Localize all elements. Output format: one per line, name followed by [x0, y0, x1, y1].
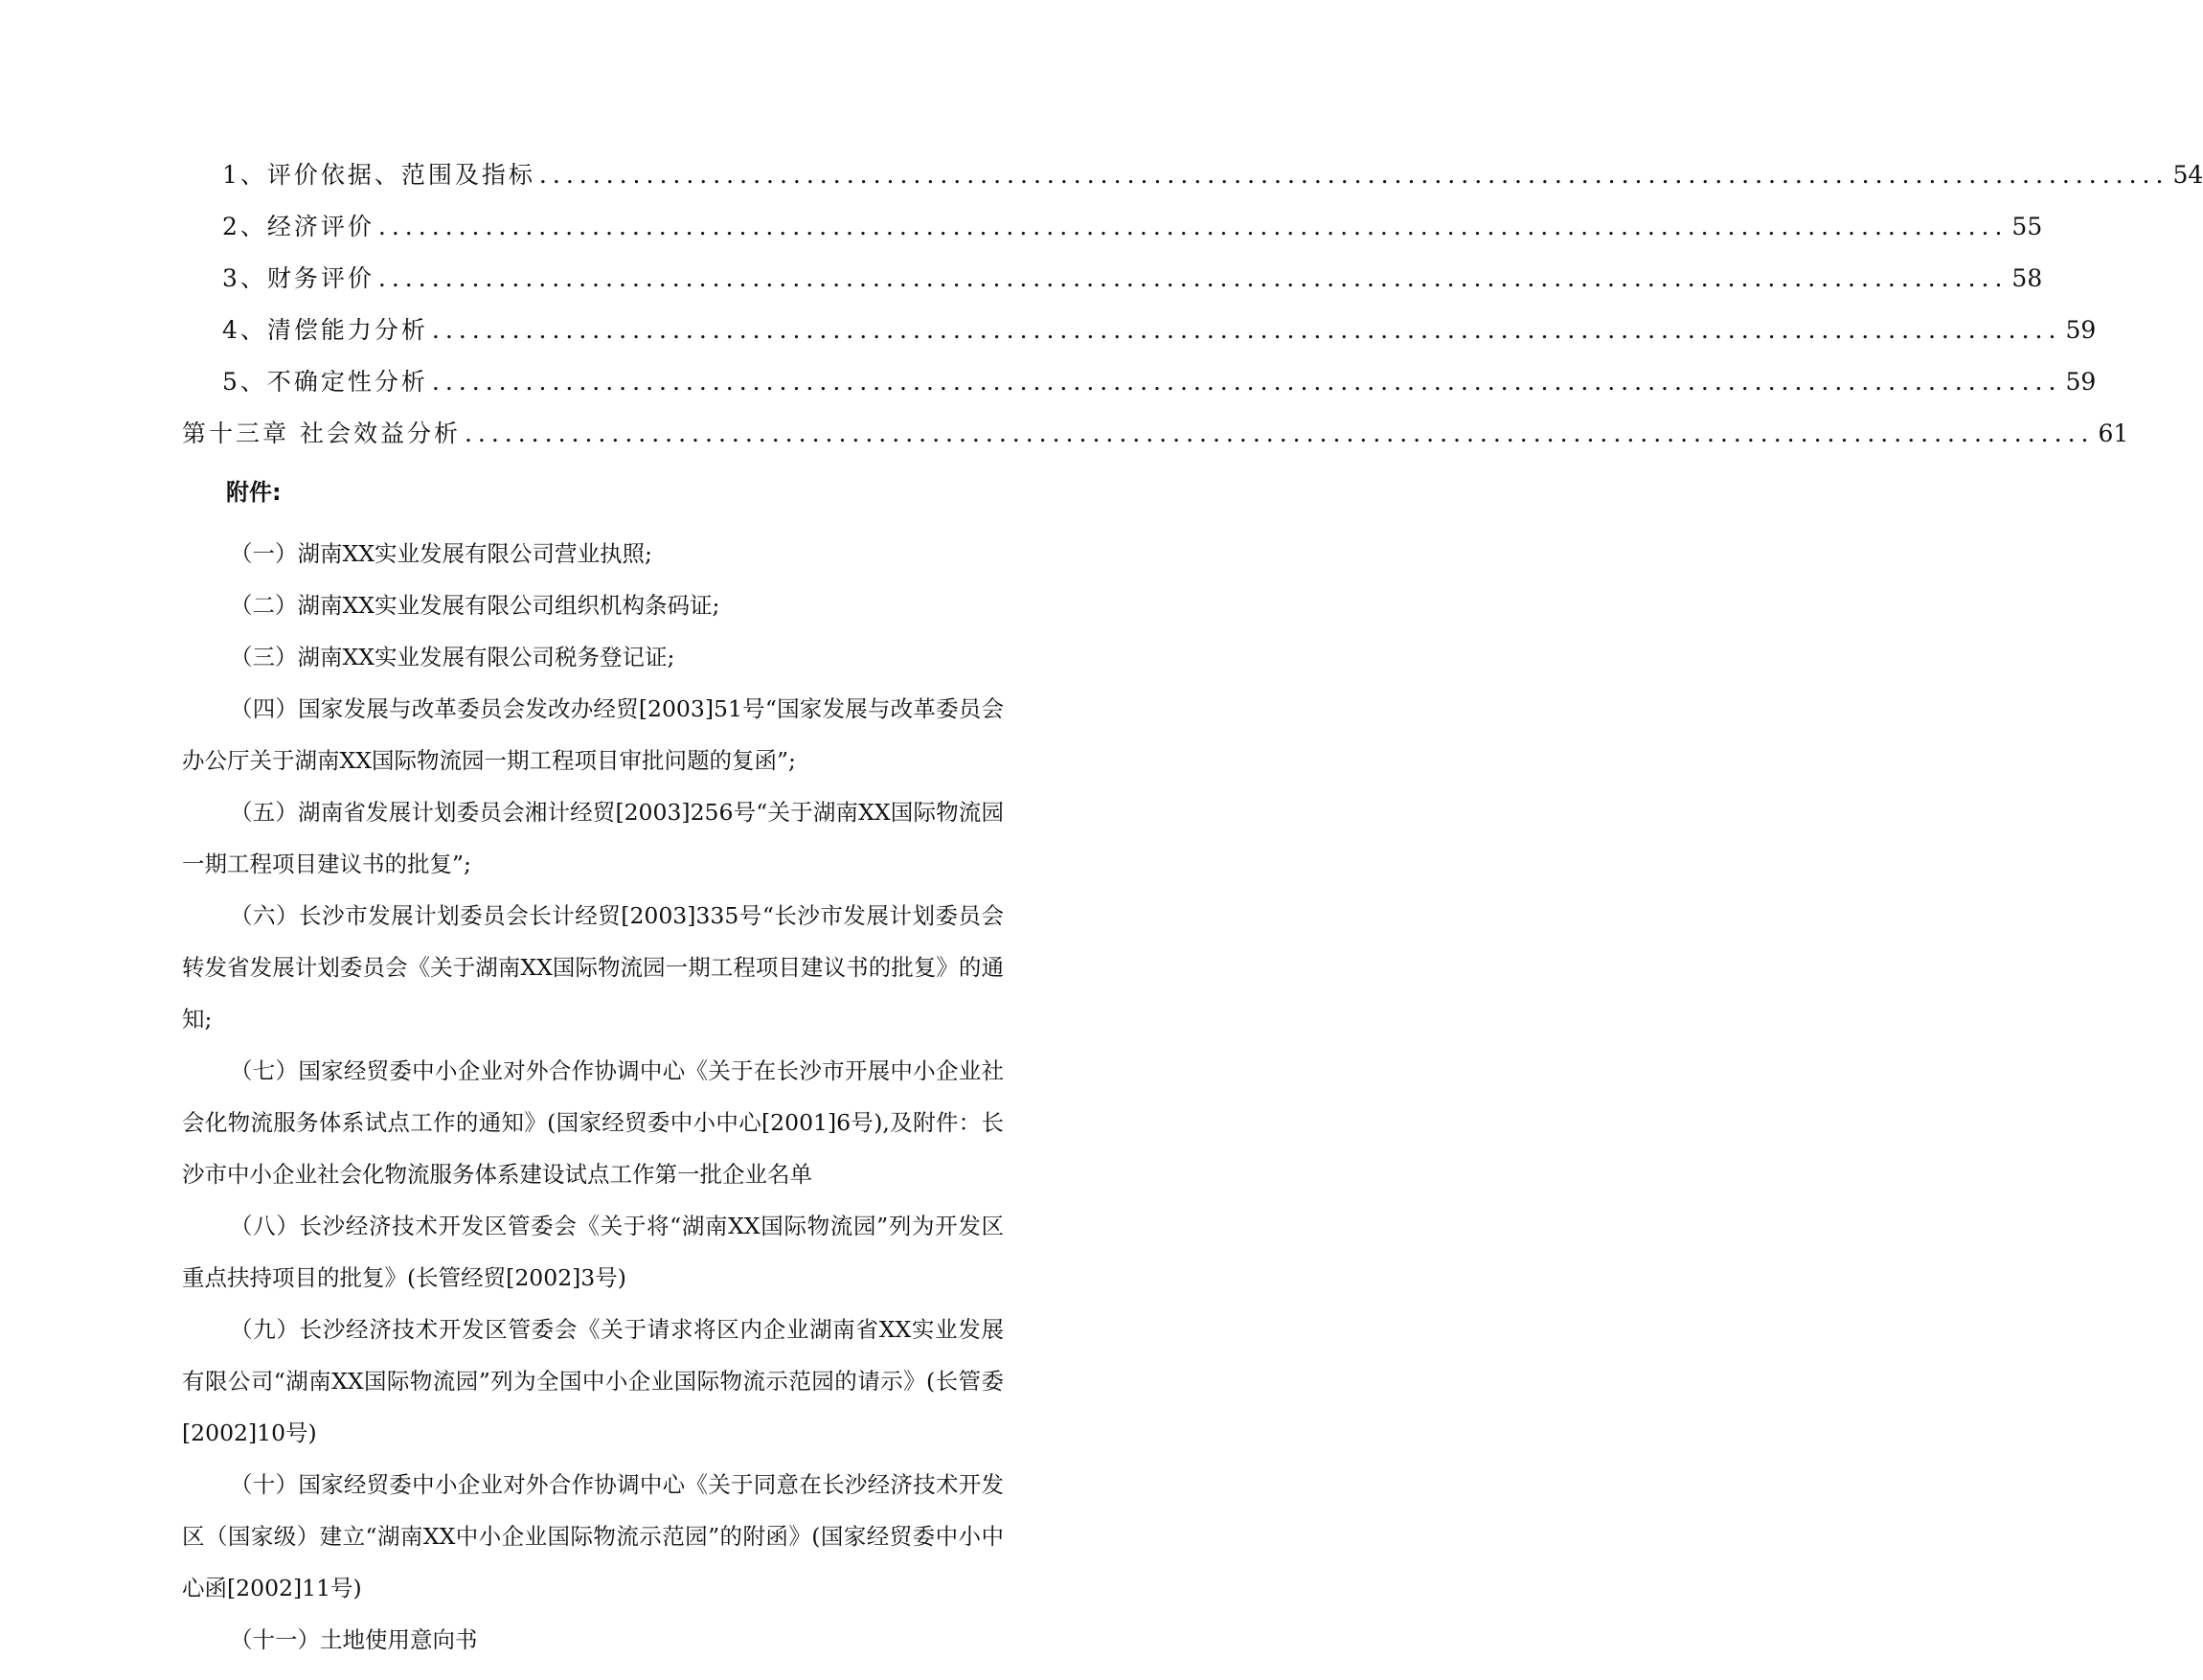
- toc-entry-label: 第十三章 社会效益分析: [182, 420, 461, 447]
- toc-entry-label: 4、清偿能力分析: [222, 316, 428, 344]
- attachment-item: （二）湖南XX实业发展有限公司组织机构条码证;: [230, 592, 720, 619]
- attachment-item: （七）国家经贸委中小企业对外合作协调中心《关于在长沙市开展中小企业社会化物流服务体系试点工作的通知》(国家经贸委中小中心[2001]6号),及附件：长沙市中小企业社会化物流服务体系建设试点工作第一批企业名单: [182, 1057, 1004, 1188]
- table-of-contents: [182, 156, 2203, 466]
- toc-leader-dots: ..........................................................................................................................: [377, 213, 2009, 240]
- toc-leader-dots: ..........................................................................................................................: [431, 316, 2062, 344]
- toc-chapter-entry[interactable]: [182, 415, 2129, 466]
- toc-entry-page: 54: [2172, 161, 2203, 189]
- attachment-item: （八）长沙经济技术开发区管委会《关于将“湖南XX国际物流园”列为开发区重点扶持项目的批复》(长管经贸[2002]3号): [182, 1213, 1004, 1291]
- toc-entry[interactable]: [182, 363, 2097, 415]
- attachment-item: （十一）土地使用意向书: [230, 1626, 478, 1653]
- toc-entry-page: 59: [2065, 368, 2097, 396]
- toc-entry-page: 61: [2098, 420, 2129, 447]
- toc-entry[interactable]: [182, 311, 2097, 363]
- attachment-item: （一）湖南XX实业发展有限公司营业执照;: [230, 540, 652, 567]
- toc-entry-label: 5、不确定性分析: [222, 368, 428, 396]
- toc-entry[interactable]: [182, 260, 2043, 311]
- attachment-item: （十）国家经贸委中小企业对外合作协调中心《关于同意在长沙经济技术开发区（国家级）建立“湖南XX中小企业国际物流示范园”的附函》(国家经贸委中小中心函[2002]11号): [182, 1471, 1004, 1601]
- attachments-heading: 附件:: [226, 479, 282, 506]
- toc-entry-label: 1、评价依据、范围及指标: [222, 161, 535, 189]
- toc-entry[interactable]: [182, 156, 2203, 208]
- attachment-item: （九）长沙经济技术开发区管委会《关于请求将区内企业湖南省XX实业发展有限公司“湖南XX国际物流园”列为全国中小企业国际物流示范园的请示》(长管委[2002]10号): [182, 1316, 1004, 1446]
- attachment-item: （六）长沙市发展计划委员会长计经贸[2003]335号“长沙市发展计划委员会转发省发展计划委员会《关于湖南XX国际物流园一期工程项目建议书的批复》的通知;: [182, 902, 1004, 1033]
- toc-entry-page: 59: [2065, 316, 2097, 344]
- attachment-item: （五）湖南省发展计划委员会湘计经贸[2003]256号“关于湖南XX国际物流园一期工程项目建议书的批复”;: [182, 799, 1004, 877]
- toc-leader-dots: ..........................................................................................................................: [431, 368, 2062, 396]
- attachment-item: （四）国家发展与改革委员会发改办经贸[2003]51号“国家发展与改革委员会办公厅关于湖南XX国际物流园一期工程项目审批问题的复函”;: [182, 695, 1004, 774]
- toc-entry-label: 3、财务评价: [222, 264, 375, 292]
- attachment-item: （三）湖南XX实业发展有限公司税务登记证;: [230, 644, 675, 670]
- toc-leader-dots: ..........................................................................................................................: [538, 161, 2169, 189]
- attachments-section: [182, 476, 1004, 1666]
- toc-leader-dots: ..........................................................................................................................: [377, 264, 2009, 292]
- toc-entry[interactable]: [182, 208, 2043, 260]
- toc-entry-label: 2、经济评价: [222, 213, 375, 240]
- toc-leader-dots: ..........................................................................................................................: [464, 420, 2095, 447]
- toc-entry-page: 55: [2011, 213, 2043, 240]
- toc-entry-page: 58: [2011, 264, 2043, 292]
